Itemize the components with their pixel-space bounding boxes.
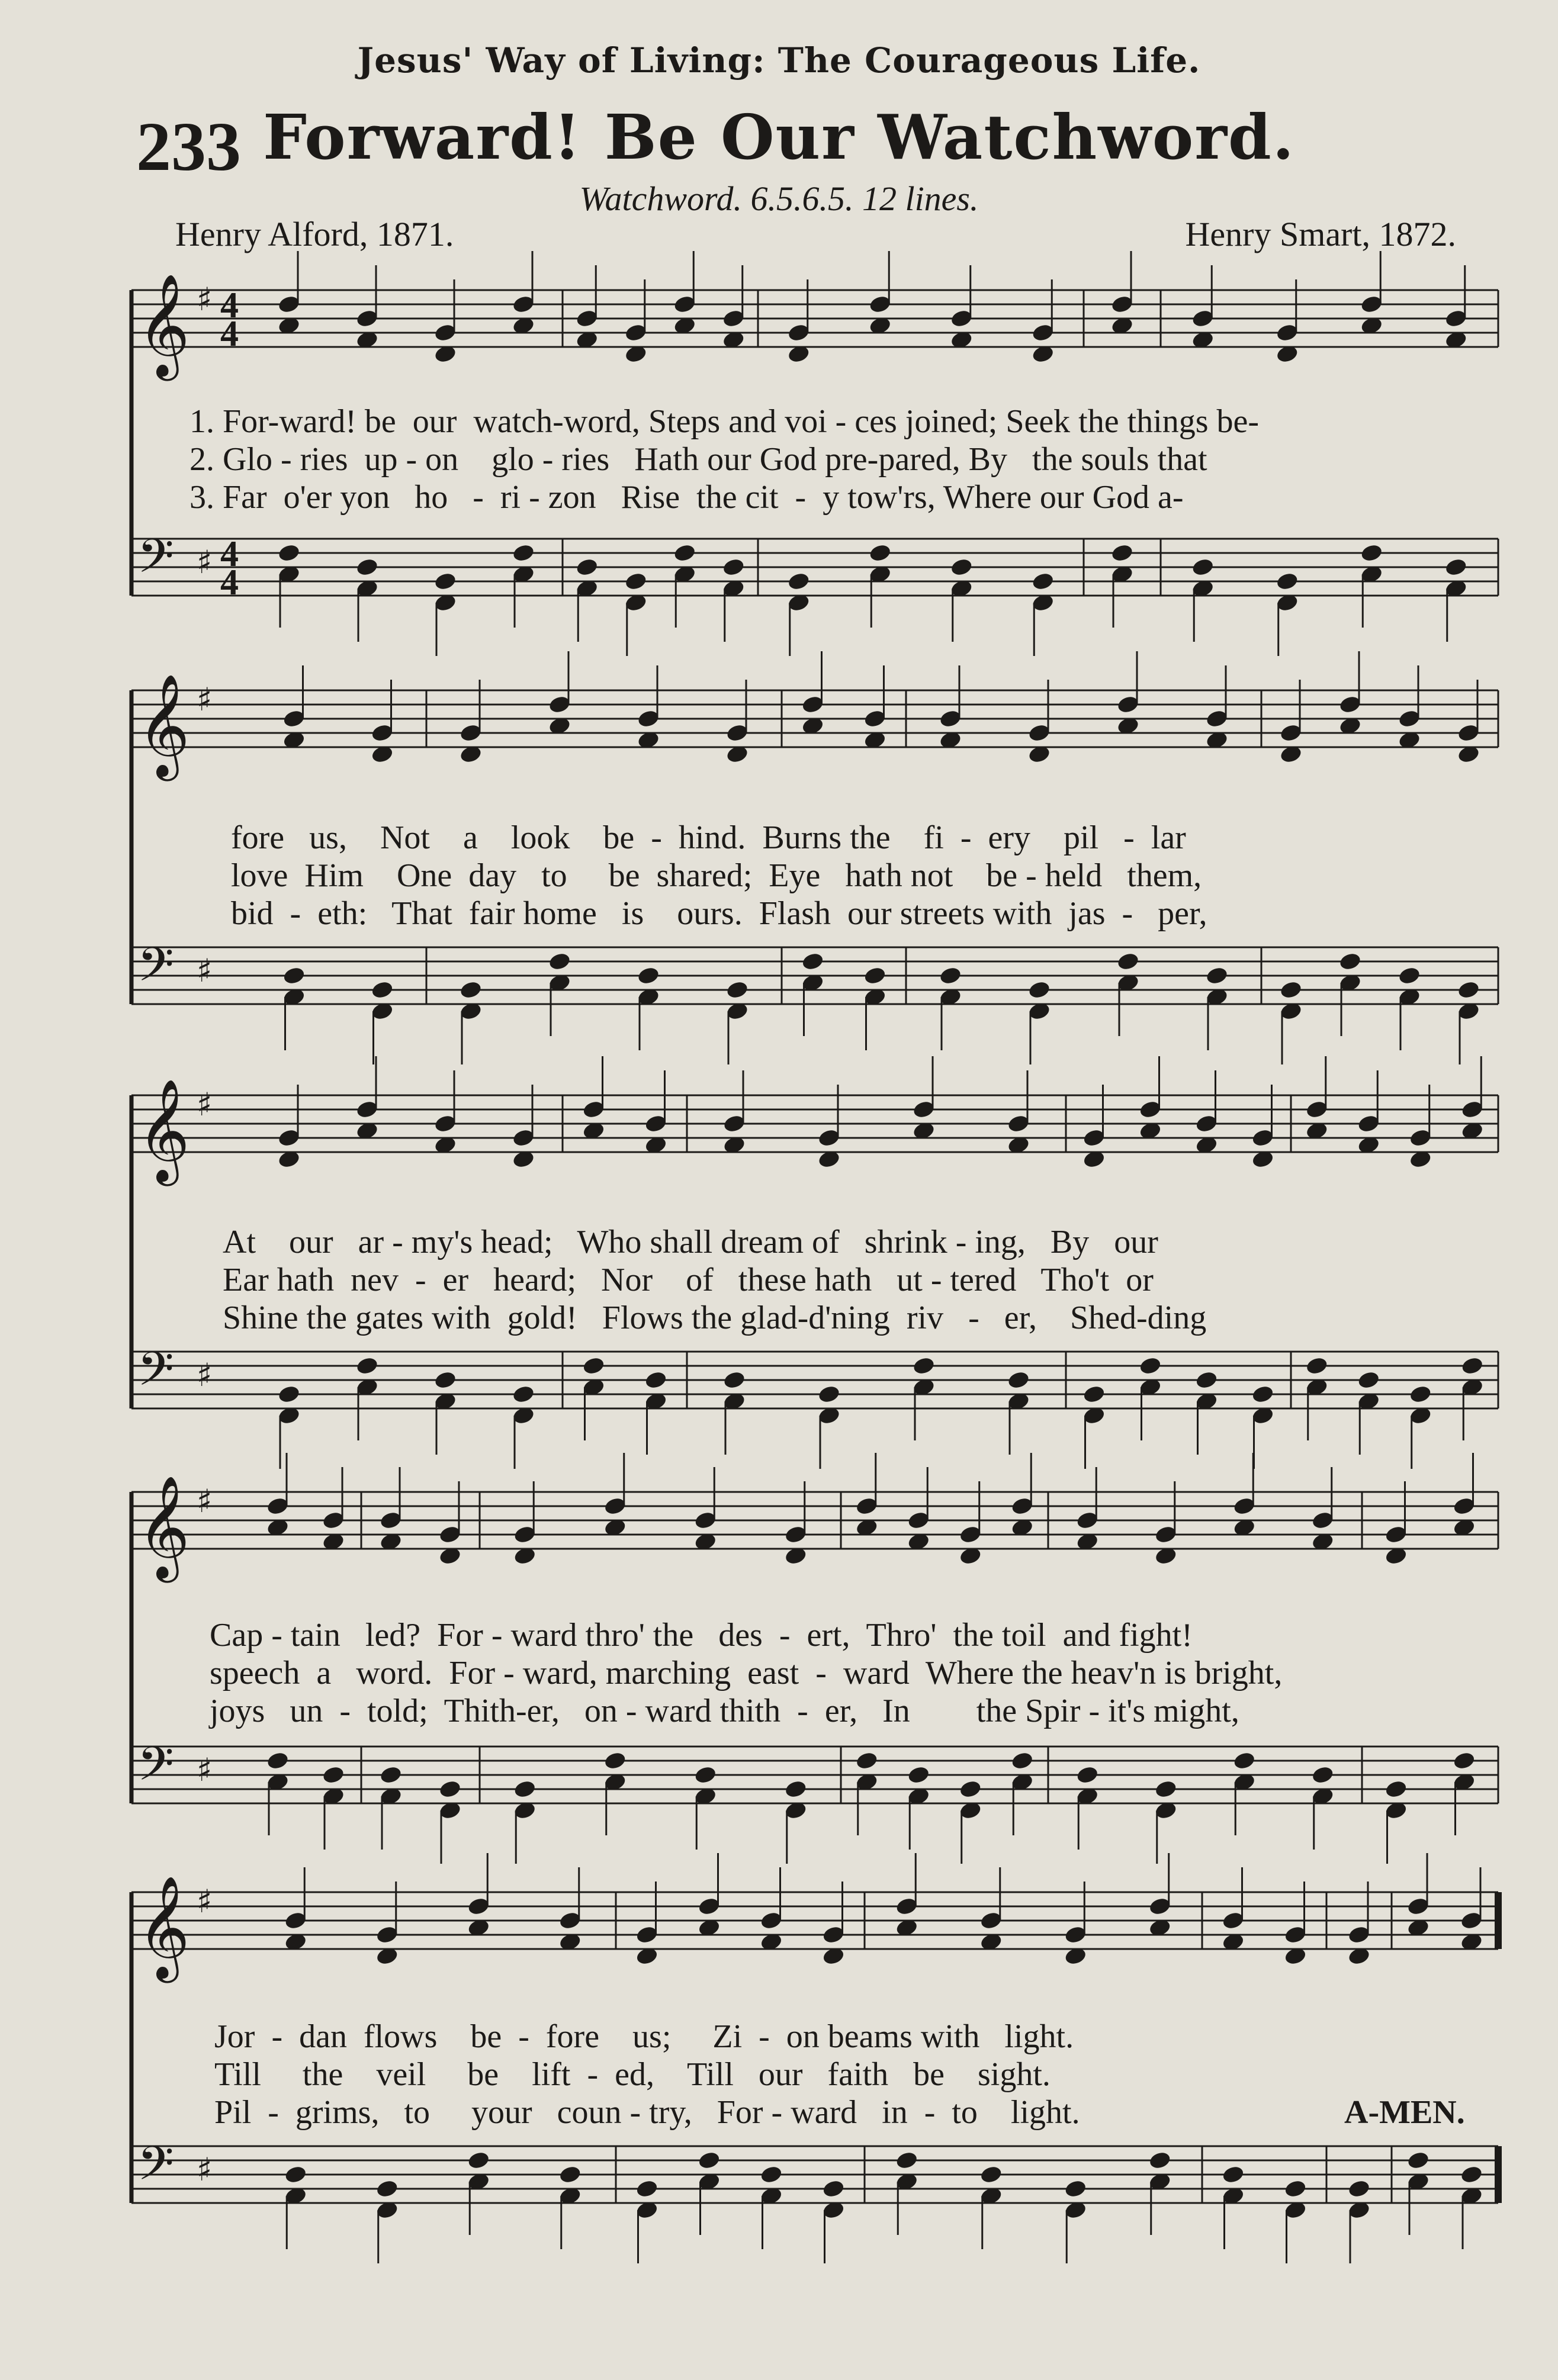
note-head [433,571,457,591]
note-head [438,1779,462,1799]
bass-clef: 𝄢 [137,1736,174,1803]
lyric-line: bid - eth: That fair home is ours. Flash our streets with jas - per, [231,895,1207,932]
key-sharp: ♯ [197,1482,213,1520]
note-head [939,966,962,986]
section-header: Jesus' Way of Living: The Courageous Life. [357,40,1201,81]
note-head [1075,1765,1099,1785]
note-head [863,966,886,986]
time-signature-denominator: 4 [220,562,239,603]
note-head [907,1765,930,1785]
bass-clef: 𝄢 [137,1342,174,1408]
note-head [1064,2179,1087,2199]
note-head [558,2164,582,2185]
note-head [548,951,571,972]
note-head [855,1751,879,1771]
note-head [282,966,306,986]
note-head [277,1384,301,1404]
note-head [1194,1370,1218,1390]
note-head [284,2164,307,2185]
treble-clef: 𝄞 [137,1876,190,1979]
bass-clef: 𝄢 [137,529,174,595]
note-head [817,1384,841,1404]
composer-credit: Henry Smart, 1872. [1185,215,1456,253]
key-sharp: ♯ [197,281,213,318]
note-head [912,1356,936,1376]
note-head [1305,1356,1329,1376]
note-head [801,951,824,972]
key-sharp: ♯ [197,543,213,581]
time-signature-denominator: 4 [220,314,239,354]
tune-meter: Watchword. 6.5.6.5. 12 lines. [579,179,979,218]
note-head [1452,1751,1476,1771]
note-head [722,1370,746,1390]
note-head [459,980,483,1000]
note-head [697,2150,721,2170]
note-head [1444,557,1468,577]
note-head [635,2179,658,2199]
key-sharp: ♯ [197,681,213,718]
note-head [370,980,394,1000]
note-head [1010,1751,1034,1771]
lyric-line: joys un - told; Thith-er, on - ward thith - er, In the Spir - it's might, [210,1693,1239,1729]
hymn-number: 233 [136,108,241,185]
note-head [1460,2164,1483,2185]
note-head [1457,980,1480,1000]
note-head [1116,951,1140,972]
note-head [1251,1384,1274,1404]
note-head [1279,980,1303,1000]
note-head [1406,2150,1430,2170]
note-head [512,1384,535,1404]
lyric-line: 1. For-ward! be our watch-word, Steps and voi - ces joined; Seek the things be- [189,403,1259,440]
author-credit: Henry Alford, 1871. [175,215,454,253]
note-head [673,543,696,563]
note-head [355,557,379,577]
lyric-line: Cap - tain led? For - ward thro' the des - ert, Thro' the toil and fight! [210,1617,1193,1654]
note-head [1191,557,1215,577]
lyric-line: speech a word. For - ward, marching east - ward Where the heav'n is bright, [210,1655,1283,1691]
lyric-line: 3. Far o'er yon ho - ri - zon Rise the cit - y tow'rs, Where our God a- [189,479,1184,516]
note-head [868,543,892,563]
lyric-line: love Him One day to be shared; Eye hath not be - held them, [231,857,1202,894]
note-head [784,1779,808,1799]
bass-clef: 𝄢 [137,937,174,1004]
note-head [1027,980,1051,1000]
amen-label: A-MEN. [1344,2094,1465,2131]
lyric-line: 2. Glo - ries up - on glo - ries Hath our God pre-pared, By the souls that [189,441,1207,478]
bass-clef: 𝄢 [137,2136,174,2202]
note-head [979,2164,1003,2185]
lyric-line: Jor - dan flows be - fore us; Zi - on beams with light. [214,2018,1074,2055]
note-head [821,2179,845,2199]
note-head [375,2179,399,2199]
lyric-line: At our ar - my's head; Who shall dream of shrink - ing, By our [223,1224,1158,1260]
note-head [644,1370,667,1390]
note-head [1007,1370,1030,1390]
note-head [895,2150,918,2170]
note-head [1384,1779,1408,1799]
note-head [1138,1356,1162,1376]
note-head [1205,966,1229,986]
hymn-title: Forward! Be Our Watchword. [263,101,1295,173]
time-signature-numerator: 4 [220,285,239,326]
note-head [379,1765,403,1785]
note-head [959,1779,982,1799]
note-head [1276,571,1299,591]
note-head [1148,2150,1172,2170]
key-sharp: ♯ [197,952,213,989]
note-head [433,1370,457,1390]
lyric-line: Shine the gates with gold! Flows the glad-d'ning riv - er, Shed-ding [223,1300,1207,1336]
note-head [1232,1751,1256,1771]
note-head [467,2150,490,2170]
lyric-line: Ear hath nev - er heard; Nor of these hath ut - tered Tho't or [223,1262,1154,1298]
treble-clef: 𝄞 [137,674,190,777]
note-head [277,543,301,563]
note-head [1311,1765,1335,1785]
note-head [1031,571,1055,591]
lyric-line: Pil - grims, to your coun - try, For - ward in - to light. [214,2094,1080,2131]
note-head [513,1779,537,1799]
note-head [1409,1384,1432,1404]
note-head [1154,1779,1178,1799]
note-head [722,557,746,577]
treble-clef: 𝄞 [137,274,190,377]
note-head [322,1765,345,1785]
note-head [512,543,535,563]
note-head [787,571,811,591]
key-sharp: ♯ [197,2151,213,2188]
note-head [624,571,648,591]
note-head [355,1356,379,1376]
note-head [1460,1356,1484,1376]
note-head [950,557,974,577]
time-signature-numerator: 4 [220,534,239,574]
note-head [1221,2164,1245,2185]
treble-clef: 𝄞 [137,1079,190,1182]
key-sharp: ♯ [197,1883,213,1920]
note-head [693,1765,717,1785]
note-head [1398,966,1421,986]
note-head [1283,2179,1307,2199]
note-head [603,1751,627,1771]
note-head [1082,1384,1106,1404]
note-head [1110,543,1134,563]
key-sharp: ♯ [197,1751,213,1789]
lyric-line: Till the veil be lift - ed, Till our faith be sight. [214,2056,1051,2093]
lyric-line: fore us, Not a look be - hind. Burns the fi - ery pil - lar [231,819,1186,856]
note-head [1338,951,1362,972]
note-head [725,980,749,1000]
note-head [1360,543,1383,563]
note-head [575,557,599,577]
treble-clef: 𝄞 [137,1475,190,1578]
key-sharp: ♯ [197,1356,213,1394]
note-head [1357,1370,1380,1390]
note-head [759,2164,783,2185]
note-head [637,966,660,986]
note-head [1347,2179,1371,2199]
note-head [582,1356,605,1376]
note-head [266,1751,290,1771]
key-sharp: ♯ [197,1086,213,1123]
